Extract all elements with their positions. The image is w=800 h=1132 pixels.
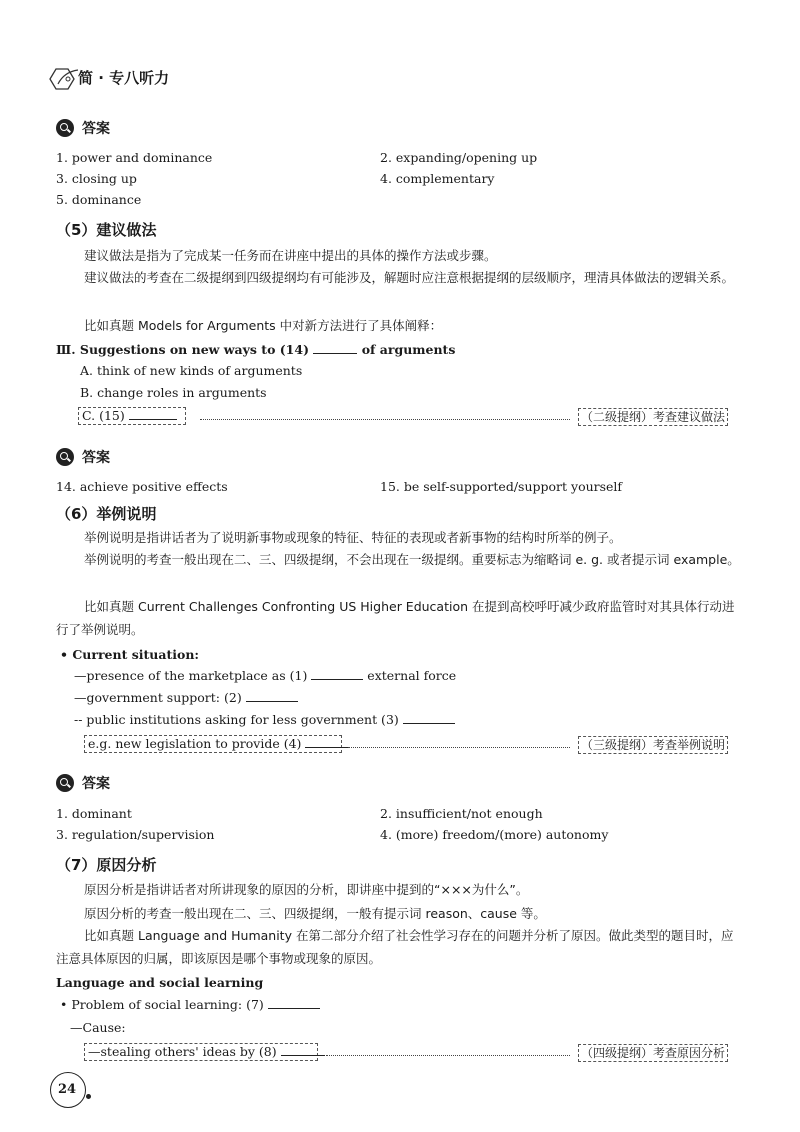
magnifier-icon bbox=[56, 119, 74, 137]
outline-line-3 bbox=[74, 712, 455, 728]
section-7-para-3 bbox=[56, 924, 744, 970]
answer-heading-3 bbox=[56, 773, 110, 793]
outline-line-4-text: e.g. new legislation to provide (4) bbox=[88, 736, 302, 751]
blank-14 bbox=[313, 342, 357, 354]
outline-bullet-problem bbox=[60, 997, 320, 1013]
section-7-para-3-text: 比如真题 Language and Humanity 在第二部分介绍了社会性学习存在的问题并分析了原因。做此类型的题目时，应注意具体原因的归属，即该原因是哪个事物或现象的原因。 bbox=[56, 928, 734, 966]
blank-4 bbox=[305, 736, 349, 748]
outline-heading-language: Language and social learning bbox=[56, 975, 264, 990]
leader-dots-3 bbox=[326, 1055, 570, 1056]
answer-label: 答案 bbox=[82, 121, 110, 137]
blank-8 bbox=[281, 1044, 325, 1056]
answer-3-2: 2. insufficient/not enough bbox=[380, 806, 543, 821]
section-6-para-2 bbox=[56, 548, 744, 571]
tag-sec5: （二级提纲）考查建议做法 bbox=[578, 408, 728, 426]
outline-line-1-tail: external force bbox=[367, 668, 457, 683]
section-6-para-3 bbox=[56, 595, 744, 641]
page-number: 24 bbox=[58, 1082, 77, 1097]
answer-4: 4. complementary bbox=[380, 171, 495, 186]
blank-7 bbox=[268, 997, 320, 1009]
blank-2 bbox=[246, 690, 298, 702]
section-5-para-1: 建议做法是指为了完成某一任务而在讲座中提出的具体的操作方法或步骤。 bbox=[84, 248, 497, 263]
leader-dots-1 bbox=[200, 419, 570, 420]
answer-label: 答案 bbox=[82, 776, 110, 792]
outline-line-2 bbox=[74, 690, 298, 706]
outline-heading-tail: of arguments bbox=[361, 342, 456, 357]
answer-3: 3. closing up bbox=[56, 171, 137, 186]
outline-heading-text: Ⅲ. Suggestions on new ways to (14) bbox=[56, 342, 309, 357]
section-6-para-1: 举例说明是指讲话者为了说明新事物或现象的特征、特征的表现或者新事物的结构时所举的例子。 bbox=[84, 530, 622, 545]
leader-dots-2 bbox=[348, 747, 570, 748]
outline-line-3-text: -- public institutions asking for less government (3) bbox=[74, 712, 399, 727]
outline-item-c-box bbox=[78, 407, 186, 425]
answer-3-3: 3. regulation/supervision bbox=[56, 827, 215, 842]
outline-cause-line-box bbox=[84, 1043, 318, 1061]
answer-2: 2. expanding/opening up bbox=[380, 150, 538, 165]
outline-line-1 bbox=[74, 668, 456, 684]
answer-14: 14. achieve positive effects bbox=[56, 479, 228, 494]
section-5-para-2-text: 建议做法的考查在二级提纲到四级提纲均有可能涉及，解题时应注意根据提纲的层级顺序，理清具体做法的逻辑关系。 bbox=[84, 270, 735, 285]
outline-cause: —Cause: bbox=[70, 1020, 126, 1035]
outline-bullet-current: • Current situation: bbox=[60, 647, 200, 662]
magnifier-icon bbox=[56, 774, 74, 792]
section-5-para-3: 比如真题 Models for Arguments 中对新方法进行了具体阐释： bbox=[84, 318, 443, 333]
outline-bullet-problem-text: • Problem of social learning: (7) bbox=[60, 997, 264, 1012]
outline-line-1-text: —presence of the marketplace as (1) bbox=[74, 668, 308, 683]
outline-item-a: A. think of new kinds of arguments bbox=[80, 363, 303, 378]
answer-15: 15. be self-supported/support yourself bbox=[380, 479, 623, 494]
page-dot bbox=[86, 1094, 91, 1099]
section-6-title: （6）举例说明 bbox=[56, 505, 157, 523]
section-5-para-2 bbox=[56, 266, 744, 289]
magnifier-icon bbox=[56, 448, 74, 466]
section-7-para-2: 原因分析的考查一般出现在二、三、四级提纲，一般有提示词 reason、cause 等。 bbox=[84, 906, 546, 921]
outline-cause-line-text: —stealing others' ideas by (8) bbox=[88, 1044, 277, 1059]
section-6-para-2-text: 举例说明的考查一般出现在二、三、四级提纲，不会出现在一级提纲。重要标志为缩略词 e. g. 或者提示词 example。 bbox=[84, 552, 740, 567]
section-7-title: （7）原因分析 bbox=[56, 856, 157, 874]
tag-sec7: （四级提纲）考查原因分析 bbox=[578, 1044, 728, 1062]
section-5-title: （5）建议做法 bbox=[56, 221, 157, 239]
blank-1 bbox=[311, 668, 363, 680]
outline-line-4-box bbox=[84, 735, 342, 753]
outline-heading bbox=[56, 342, 455, 358]
answer-3-1: 1. dominant bbox=[56, 806, 132, 821]
answer-3-4: 4. (more) freedom/(more) autonomy bbox=[380, 827, 609, 842]
section-7-para-1: 原因分析是指讲话者对所讲现象的原因的分析，即讲座中提到的“×××为什么”。 bbox=[84, 882, 529, 897]
blank-15 bbox=[129, 408, 177, 420]
section-6-para-3-text: 比如真题 Current Challenges Confronting US Higher Education 在提到高校呼吁减少政府监管时对其具体行动进行了举例说明。 bbox=[56, 599, 735, 637]
tag-sec6: （三级提纲）考查举例说明 bbox=[578, 736, 728, 754]
header-title: 简 · 专八听力 bbox=[78, 69, 170, 87]
outline-item-b: B. change roles in arguments bbox=[80, 385, 267, 400]
answer-heading-2 bbox=[56, 447, 110, 467]
blank-3 bbox=[403, 712, 455, 724]
outline-item-c: C. (15) bbox=[82, 408, 125, 423]
outline-line-2-text: —government support: (2) bbox=[74, 690, 242, 705]
answer-label: 答案 bbox=[82, 450, 110, 466]
answer-1: 1. power and dominance bbox=[56, 150, 213, 165]
answer-5: 5. dominance bbox=[56, 192, 142, 207]
answer-heading-1 bbox=[56, 118, 110, 138]
